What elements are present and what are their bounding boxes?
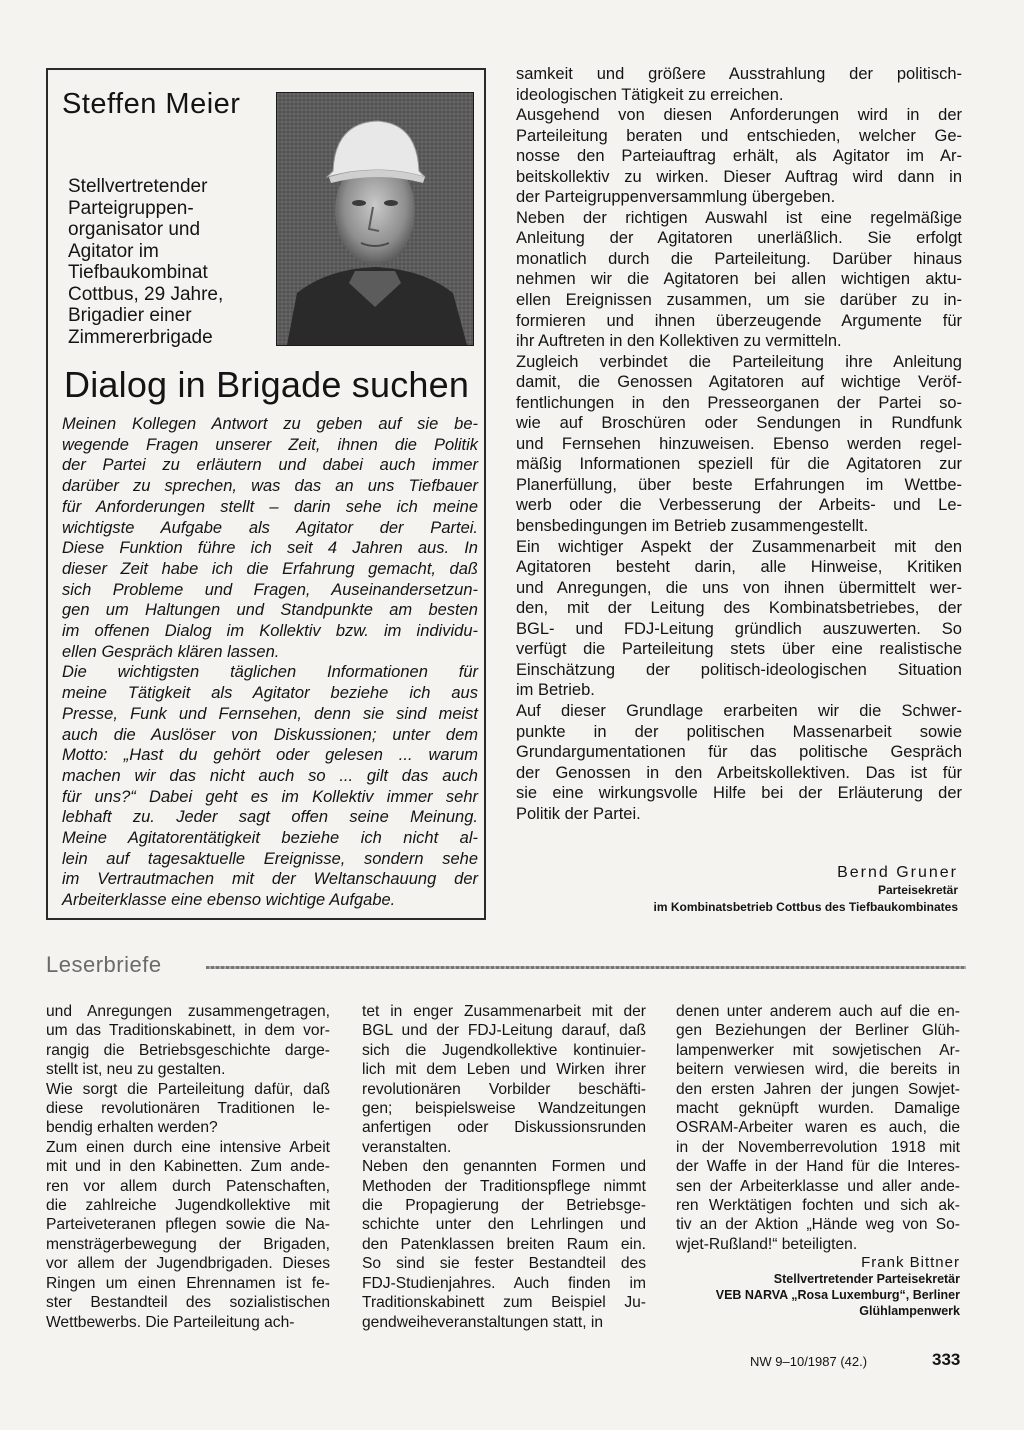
text-line: verfügt die Parteileitung stets über eine realistische	[516, 640, 962, 659]
text-line: Traditionskabinett zum Beispiel Ju-	[362, 1294, 646, 1312]
text-line: Agitatoren besteht darin, alle Hinweise, Kritiken	[516, 558, 962, 577]
article-author-org: im Kombinatsbetrieb Cottbus des Tiefbaukombinates	[653, 900, 958, 914]
text-line: Parteiveteranen pflegen sowie die Na-	[46, 1216, 330, 1234]
letter-author-org: VEB NARVA „Rosa Luxemburg“, Berliner	[715, 1288, 960, 1302]
description-line: Stellvertretender	[68, 176, 208, 197]
text-line: rangig die Betriebsgeschichte darge-	[46, 1041, 330, 1059]
text-line: ellen Gespräch klären lassen.	[62, 642, 280, 661]
text-line: monatlich durch die Parteileitung. Darüber hinaus	[516, 249, 962, 268]
section-title: Leserbriefe	[46, 952, 162, 977]
text-line: Wettbewerbs. Die Parteileitung ach-	[46, 1313, 295, 1331]
text-line: stellt ist, neu zu gestalten.	[46, 1061, 226, 1079]
text-line: mit und in den Kabinetten. Zum ande-	[46, 1158, 330, 1176]
text-line: Zugleich verbindet die Parteileitung ihre Anleitung	[516, 352, 962, 371]
text-line: schichte unter den Lehrlingen und	[362, 1216, 646, 1234]
text-line: den Patenklassen breiten Raum ein.	[362, 1235, 646, 1253]
letter-author-org-2: Glühlampenwerk	[859, 1304, 960, 1318]
text-line: bensbedingungen im Betrieb zusammengestellt.	[516, 517, 869, 536]
text-line: Meine Agitatorentätigkeit beziehe ich nicht al-	[62, 829, 478, 848]
profile-box	[46, 68, 486, 920]
text-line: den, mit der Leitung des Kombinatsbetriebes, der	[516, 599, 962, 618]
text-line: beitskollektiv zu wirken. Dieser Auftrag wird dann in	[516, 167, 962, 186]
text-line: der Parteigruppenversammlung übergeben.	[516, 188, 836, 207]
text-line: für uns?“ Dabei geht es im Kollektiv immer sehr	[62, 787, 478, 806]
text-line: in der Novemberrevolution 1918 mit	[676, 1138, 960, 1156]
text-line: macht geknüpft wurden. Damalige	[676, 1100, 960, 1118]
text-line: gen um Haltungen und Standpunkte am besten	[62, 601, 478, 620]
text-line: beitern verwiesen wird, die bereits in	[676, 1061, 960, 1079]
text-line: Auf dieser Grundlage erarbeiten wir die Schwer-	[516, 701, 962, 720]
issue-reference: NW 9–10/1987 (42.)	[750, 1354, 868, 1369]
text-line: ideologischen Tätigkeit zu erreichen.	[516, 85, 784, 104]
text-line: wegende Fragen unserer Zeit, ihnen die Politik	[62, 435, 478, 454]
text-line: gen; beispielsweise Wandzeitungen	[362, 1100, 646, 1118]
text-line: auch die Auslöser von Diskussionen; unter dem	[62, 725, 478, 744]
article-column	[516, 64, 962, 824]
description-line: Agitator im	[68, 240, 159, 262]
description-line: Brigadier einer	[68, 305, 192, 326]
text-line: im Betrieb.	[516, 681, 595, 700]
article-author: Bernd Gruner	[837, 864, 958, 881]
text-line: die Propagierung der Betriebsge-	[362, 1197, 646, 1215]
text-line: formieren und ihnen überzeugende Argumente für	[516, 311, 962, 330]
text-line: Grundargumentationen für das politische Gespräch	[516, 743, 962, 762]
text-line: ren vor allem durch Patenschaften,	[46, 1177, 330, 1195]
text-line: So sind sie fester Bestandteil des	[362, 1255, 646, 1273]
text-line: diese revolutionären Traditionen le-	[46, 1100, 330, 1118]
text-line: lebhaft zu. Jeder sagt offen seine Meinung.	[62, 808, 478, 827]
text-line: der Partei zu erläutern und dabei auch immer	[62, 456, 478, 475]
article-signature	[654, 864, 959, 916]
headline: Dialog in Brigade suchen	[64, 364, 470, 405]
text-line: Diese Funktion führe ich seit 4 Jahren aus. In	[62, 539, 478, 558]
text-line: Einschätzung der politisch-ideologischen Situation	[516, 660, 962, 679]
text-line: wjet-Rußland!“ beteiligten.	[676, 1235, 858, 1253]
text-line: revolutionären Vorbilder beschäfti-	[362, 1080, 646, 1098]
text-line: Anleitung der Agitatoren unerläßlich. Sie erfolgt	[516, 229, 962, 248]
text-line: meine Tätigkeit als Agitator beziehe ich aus	[62, 684, 478, 703]
text-line: sich Probleme und Fragen, Auseinandersetzun-	[62, 580, 478, 599]
text-line: lein auf tagesaktuelle Ereignisse, sondern sehe	[62, 849, 478, 868]
text-line: Politik der Partei.	[516, 804, 641, 823]
text-line: dieser Zeit habe ich die Erfahrung gemacht, daß	[62, 559, 478, 578]
description-line: Tiefbaukombinat	[68, 262, 208, 283]
text-line: Ein wichtiger Aspekt der Zusammenarbeit mit den	[516, 537, 962, 556]
text-line: darüber zu sprechen, was das an uns Tiefbauer	[62, 477, 478, 496]
text-line: und Anregungen zusammengetragen,	[46, 1003, 330, 1020]
text-line: nehmen wir die Agitatoren bei allen wichtigen aktu-	[516, 270, 962, 289]
text-line: mensträgerbewegung der Brigaden,	[46, 1235, 330, 1253]
text-line: Parteileitung beraten und entschieden, welcher Ge-	[516, 126, 962, 145]
text-line: gendweiheveranstaltungen statt, in	[362, 1313, 604, 1331]
text-line: sie eine wirkungsvolle Hilfe bei der Erläuterung der	[516, 784, 962, 803]
text-line: Planerfüllung, über beste Erfahrungen im Wettbe-	[516, 475, 962, 494]
text-line: sich die Jugendkollektive kontinuier-	[362, 1041, 646, 1059]
text-line: und Anregungen, die uns von ihnen übermittelt wer-	[516, 578, 962, 597]
text-line: Methoden der Traditionspflege nimmt	[362, 1177, 646, 1195]
text-line: Neben den genannten Formen und	[362, 1158, 646, 1176]
text-line: ellen Ereignissen zusammen, um sie darüber zu in-	[516, 291, 962, 310]
text-line: Wie sorgt die Parteileitung dafür, daß	[46, 1080, 330, 1098]
text-line: FDJ-Studienjahres. Auch finden im	[362, 1274, 646, 1292]
text-line: werb oder die Verbesserung der Arbeits- und Le-	[516, 496, 962, 515]
text-line: der Genossen in den Arbeitskollektiven. Das ist für	[516, 763, 962, 782]
text-line: lich mit dem Leben und Wirken ihrer	[362, 1061, 646, 1079]
text-line: ren Werktätigen fochten und sich ak-	[676, 1197, 960, 1215]
text-line: punkte in der politischen Massenarbeit sowie	[516, 722, 962, 741]
letters-column-2	[362, 1002, 646, 1332]
portrait-photo	[276, 92, 474, 346]
text-line: Motto: „Hast du gehört oder gelesen ... warum	[62, 746, 478, 765]
text-line: veranstalten.	[362, 1138, 452, 1156]
text-line: den ersten Jahren der jungen Sowjet-	[676, 1080, 960, 1098]
text-line: ihr Auftreten in den Kollektiven zu vermitteln.	[516, 332, 842, 351]
text-line: Zum einen durch eine intensive Arbeit	[46, 1138, 330, 1156]
text-line: samkeit und größere Ausstrahlung der politisch-	[516, 65, 962, 83]
text-line: Arbeiterklasse eine ebenso wichtige Aufgabe.	[62, 891, 396, 910]
text-line: Presse, Funk und Fernsehen, denn sie sind meist	[62, 704, 478, 723]
article-author-role: Parteisekretär	[877, 883, 958, 897]
text-line: der Waffe in der Hand für die Interes-	[676, 1158, 960, 1176]
text-line: tet in enger Zusammenarbeit mit der	[362, 1003, 646, 1020]
text-line: Ringen um einen Ehrennamen ist fe-	[46, 1274, 330, 1292]
portrait-image	[277, 93, 473, 345]
text-line: anfertigen oder Diskussionsrunden	[362, 1119, 646, 1137]
text-line: denen unter anderem auch auf die en-	[676, 1003, 960, 1020]
interview-text	[62, 414, 478, 911]
text-line: fentlichungen in den Presseorganen der Partei so-	[516, 393, 962, 412]
section-rule	[206, 966, 966, 969]
text-line: lampenwerker mit sowjetischen Ar-	[676, 1041, 960, 1059]
text-line: im offenen Dialog im Kollektiv bzw. im individu-	[62, 622, 478, 641]
text-line: nosse den Parteiauftrag erhält, als Agitator im Ar-	[516, 147, 962, 166]
text-line: mäßig Informationen speziell für die Agitatoren zur	[516, 455, 962, 474]
text-line: Ausgehend von diesen Anforderungen wird in der	[516, 106, 962, 125]
text-line: tiv an der Aktion „Hände weg von So-	[676, 1216, 960, 1234]
letters-column-3	[676, 1002, 960, 1254]
profile-name: Steffen Meier	[62, 88, 241, 120]
description-line: Zimmererbrigade	[68, 326, 213, 348]
description-line: Parteigruppen-	[68, 197, 194, 219]
text-line: machen wir das nicht auch so ... gilt das auch	[62, 766, 478, 785]
text-line: im Vertrautmachen mit der Weltanschauung der	[62, 870, 478, 889]
letter-author: Frank Bittner	[861, 1254, 960, 1271]
letter-signature	[716, 1254, 960, 1319]
text-line: ster Bestandteil des sozialistischen	[46, 1294, 330, 1312]
text-line: um das Traditionskabinett, in dem vor-	[46, 1022, 330, 1040]
text-line: wie auf Broschüren oder Sendungen in Rundfunk	[516, 414, 962, 433]
text-line: OSRAM-Arbeiter waren es auch, die	[676, 1119, 960, 1137]
text-line: Meinen Kollegen Antwort zu geben auf sie be-	[62, 415, 478, 433]
description-line: organisator und	[68, 219, 201, 240]
description-line: Cottbus, 29 Jahre,	[68, 283, 224, 305]
text-line: sen der Arbeiterklasse und aller ande-	[676, 1177, 960, 1195]
text-line: und Fernsehen hinzuweisen. Ebenso werden regel-	[516, 434, 962, 453]
letter-author-role: Stellvertretender Parteisekretär	[773, 1272, 960, 1286]
text-line: wichtigste Aufgabe als Agitator der Partei.	[62, 518, 478, 537]
letters-column-1	[46, 1002, 330, 1332]
text-line: BGL und der FDJ-Leitung darauf, daß	[362, 1022, 646, 1040]
text-line: gen Beziehungen der Berliner Glüh-	[676, 1022, 960, 1040]
text-line: für Anforderungen stellt – darin sehe ich meine	[62, 497, 478, 516]
text-line: BGL- und FDJ-Leitung gründlich auszuwerten. So	[516, 619, 962, 638]
page-number: 333	[932, 1350, 961, 1369]
text-line: damit, die Genossen Agitatoren auf wichtige Veröf-	[516, 373, 962, 392]
profile-description	[68, 176, 268, 348]
text-line: Die wichtigsten täglichen Informationen für	[62, 663, 478, 682]
text-line: bendig erhalten werden?	[46, 1119, 218, 1137]
text-line: die zahlreiche Jugendkollektive mit	[46, 1197, 330, 1215]
text-line: Neben der richtigen Auswahl ist eine regelmäßige	[516, 208, 962, 227]
text-line: vor allem der Jugendbrigaden. Dieses	[46, 1255, 330, 1273]
